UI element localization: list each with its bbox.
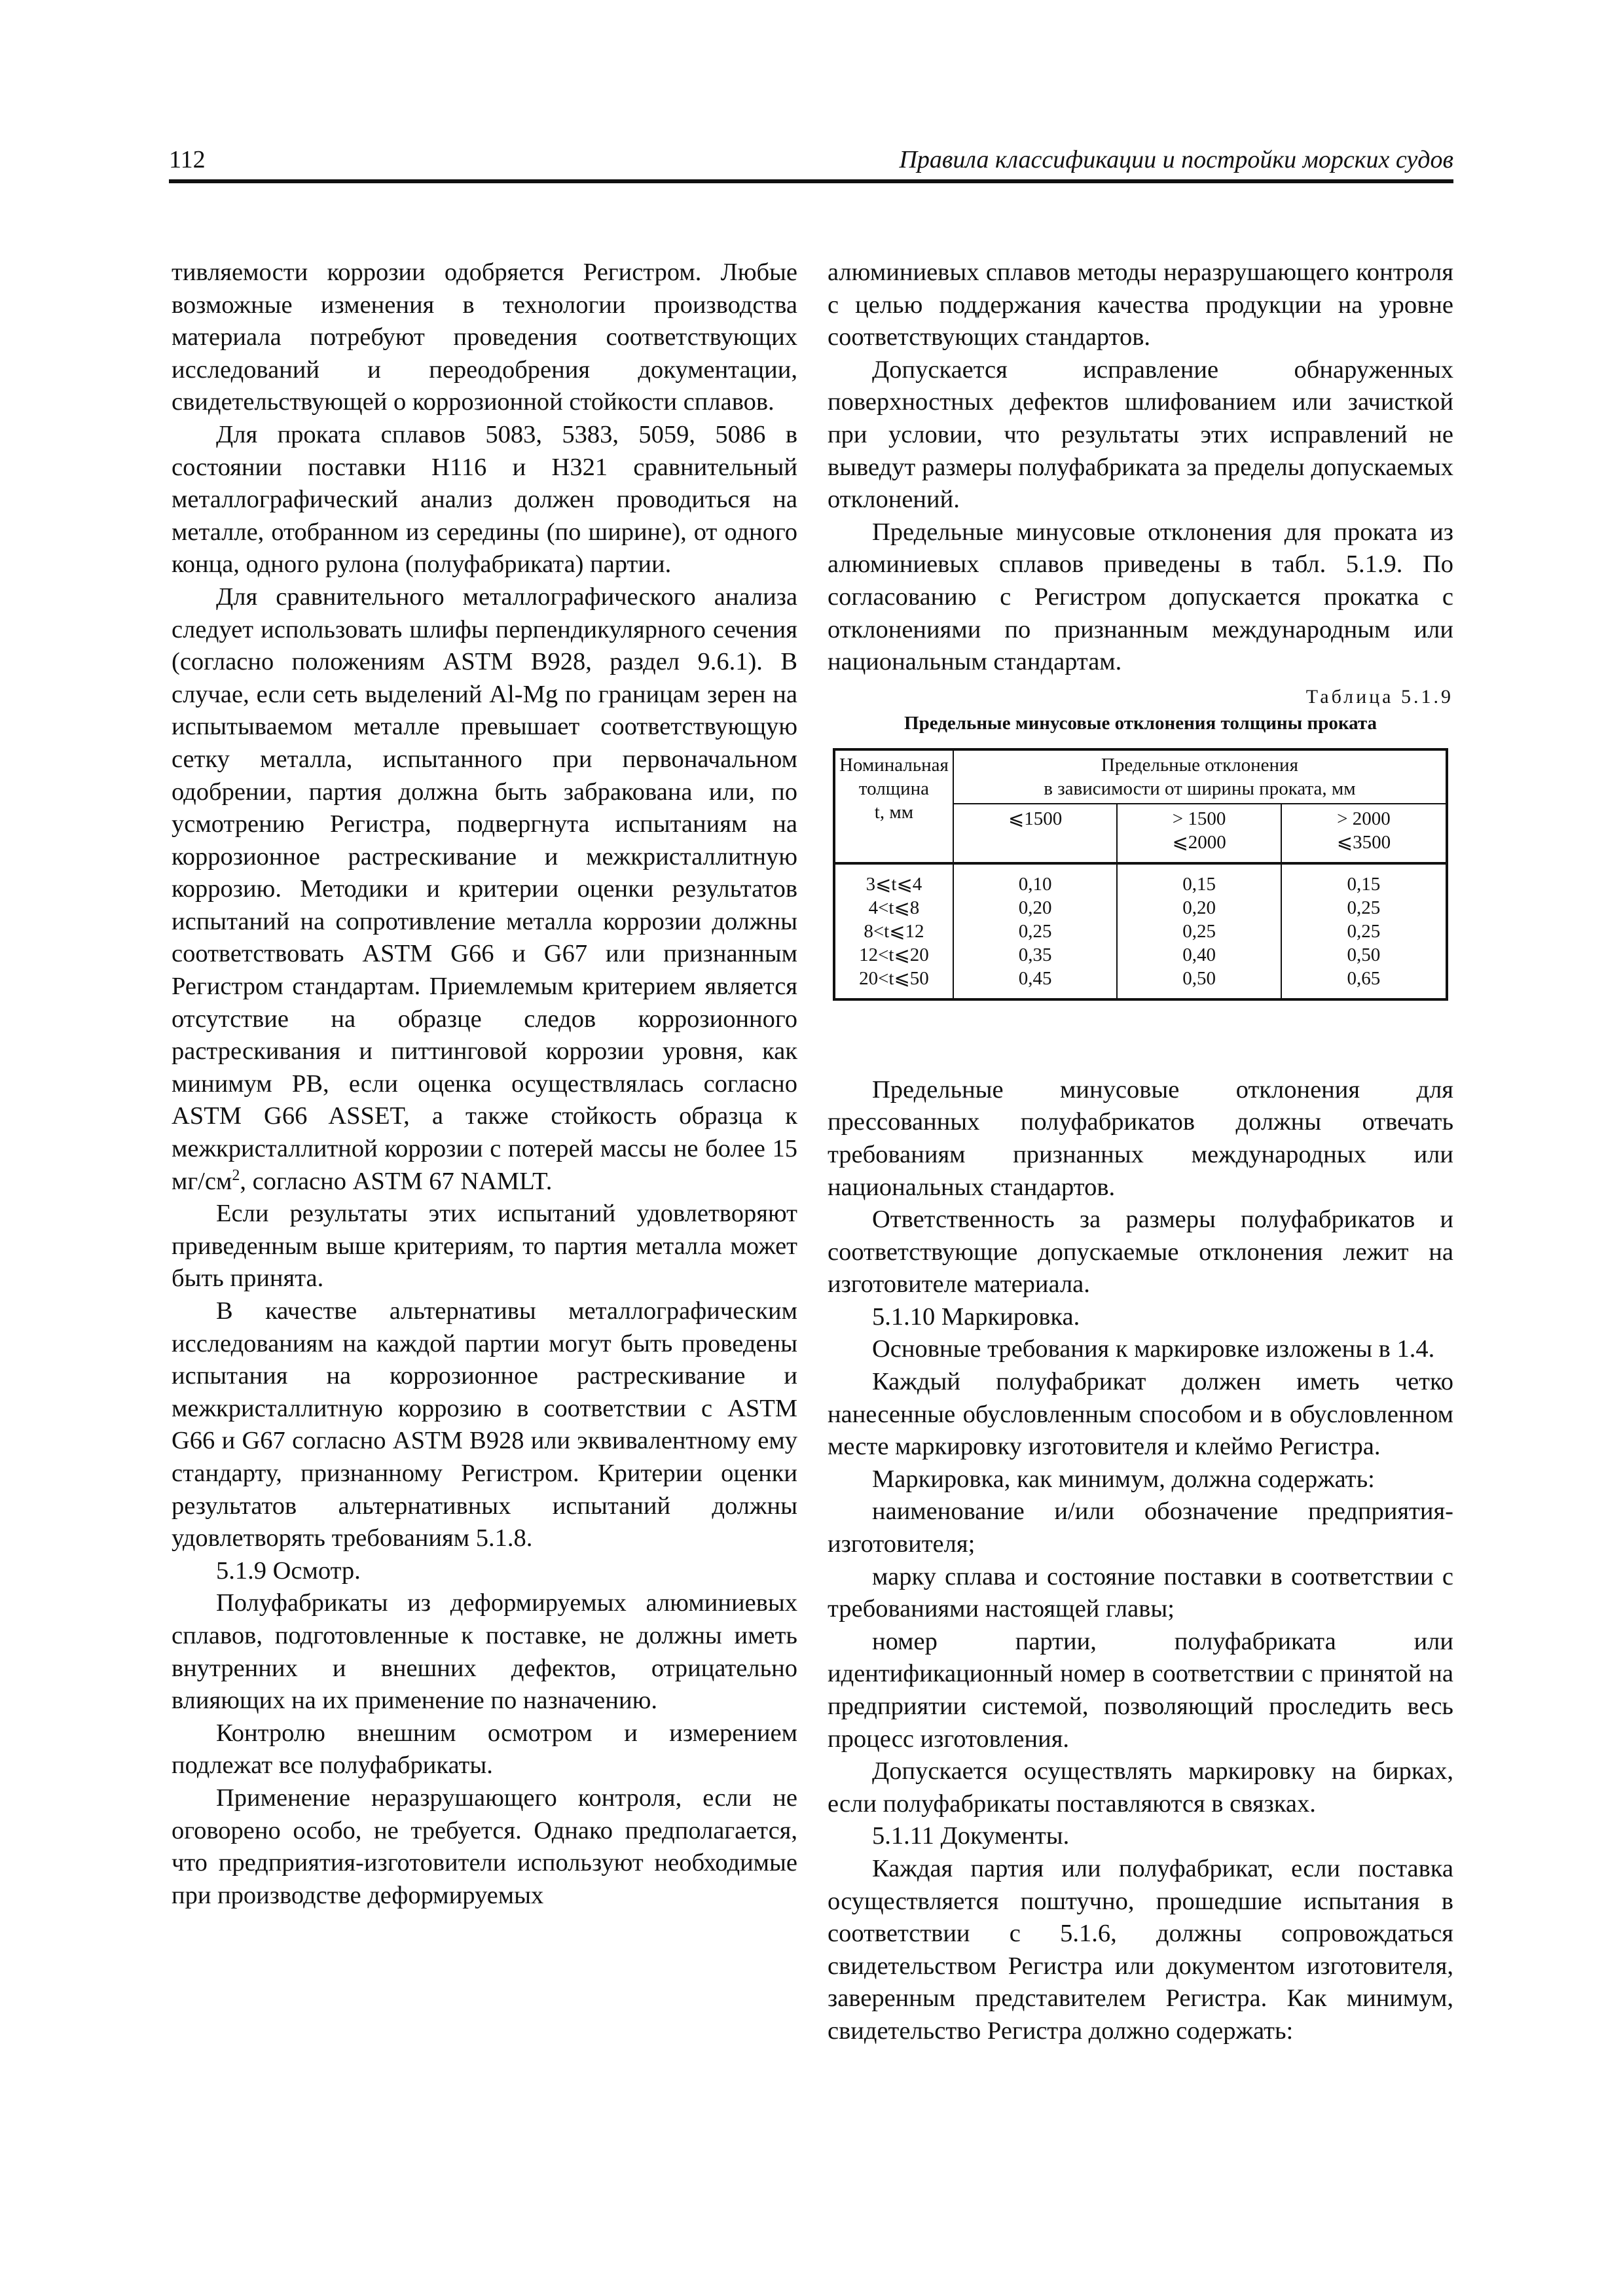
table-cell-thickness: 3⩽t⩽4 4<t⩽8 8<t⩽12 12<t⩽20 20<t⩽50 [834,863,953,999]
table-header-col3: > 2000 ⩽3500 [1281,804,1447,863]
table-header-nominal: Номинальная толщина t, мм [834,749,953,863]
paragraph: Основные требования к маркировке изложены в 1.4. [872,1335,1435,1363]
paragraph [172,581,797,1198]
table-caption: Предельные минусовые отклонения толщины проката [904,712,1377,734]
page-header [169,143,1453,183]
table-header-col1: ⩽1500 [953,804,1118,863]
left-column [172,257,797,1912]
paragraph: Маркировка, как минимум, должна содержать: [872,1465,1375,1493]
paragraph: Каждая партия или полуфабрикат, если поставка осуществляется поштучно, прошедшие испытания в соответствии с 5.1.6, должны сопровождаться свидетельством Регистра или документом изготовителя, заверенным представителем Регистра. Как минимум, свидетельство Регистра должно содержать: [828,1854,1453,2045]
paragraph: В качестве альтернативы металлографическим исследованиям на каждой партии могут быть проведены испытания на коррозионное растрескивание и межкристаллитную коррозию в соответствии с ASTM G66 и G67 согласно ASTM B928 или эквивалентному ему стандарту, признанному Регистром. Критерии оценки результатов альтернативных испытаний должны удовлетворять требованиям 5.1.8. [172,1297,797,1552]
table-header-col2: > 1500 ⩽2000 [1117,804,1281,863]
paragraph: марку сплава и состояние поставки в соответствии с требованиями настоящей главы; [828,1562,1453,1623]
paragraph: Каждый полуфабрикат должен иметь четко нанесенные обусловленным способом и в обусловленном месте маркировку изготовителя и клеймо Регистра. [828,1368,1453,1461]
paragraph: Для проката сплавов 5083, 5383, 5059, 5086 в состоянии поставки H116 и H321 сравнительный металлографический анализ должен проводиться на металле, отобранном из середины (по ширине), от одного конца, одного рулона (полуфабриката) партии. [172,420,797,579]
table-cell-col2: 0,15 0,20 0,25 0,40 0,50 [1117,863,1281,999]
paragraph: Ответственность за размеры полуфабрикатов и соответствующие допускаемые отклонения лежит на изготовителе материала. [828,1206,1453,1299]
spacer [828,1001,1453,1074]
superscript: 2 [232,1166,240,1184]
section-heading-5-1-11: 5.1.11 Документы. [872,1822,1070,1850]
paragraph: Предельные минусовые отклонения для прессованных полуфабрикатов должны отвечать требованиям признанных международных или национальных стандартов. [828,1075,1453,1201]
paragraph: Допускается исправление обнаруженных поверхностных дефектов шлифованием или зачисткой при условии, что результаты этих исправлений не выведут размеры полуфабриката за пределы допускаемых отклонений. [828,355,1453,514]
running-title: Правила классификации и постройки морских судов [899,146,1453,173]
paragraph-text: Для сравнительного металлографического анализа следует использовать шлифы перпендикулярного сечения (согласно положениям ASTM B928, раздел 9.6.1). В случае, если сеть выделений Al-Mg по границам зерен на испытываемом металле превышает соответствующую сетку металла, испытанного при первоначальном одобрении, партия должна быть забракована или, по усмотрению Регистра, подвергнута испытаниям на коррозионное растрескивание и межкристаллитную коррозию. Методики и критерии оценки результатов испытаний на сопротивление металла коррозии должны соответствовать ASTM G66 и G67 или признанным Регистром стандартам. Приемлемым критерием является отсутствие на образце следов коррозионного растрескивания и питтинговой коррозии уровня, как минимум PB, если оценка осуществлялась согласно ASTM G66 ASSET, а также стойкость образца к межкристаллитной коррозии с потерей массы не более 15 мг/см [172,583,797,1195]
page-number: 112 [169,146,206,173]
section-heading-5-1-10: 5.1.10 Маркировка. [872,1302,1080,1331]
table-header-group: Предельные отклонения в зависимости от ширины проката, мм [953,749,1447,804]
paragraph: алюминиевых сплавов методы неразрушающего контроля с целью поддержания качества продукции на уровне соответствующих стандартов. [828,259,1453,351]
paragraph-text: , согласно ASTM 67 NAMLT. [240,1167,553,1195]
paragraph: наименование и/или обозначение предприятия-изготовителя; [828,1498,1453,1558]
paragraph: Допускается осуществлять маркировку на бирках, если полуфабрикаты поставляются в связках. [828,1757,1453,1818]
paragraph: номер партии, полуфабриката или идентификационный номер в соответствии с принятой на предприятии системой, позволяющий проследить весь процесс изготовления. [828,1627,1453,1753]
paragraph: Полуфабрикаты из деформируемых алюминиевых сплавов, подготовленные к поставке, не должны иметь внутренних и внешних дефектов, отрицательно влияющих на их применение по назначению. [172,1589,797,1715]
paragraph: Контролю внешним осмотром и измерением подлежат все полуфабрикаты. [172,1719,797,1780]
table-number: Таблица 5.1.9 [1305,685,1453,708]
right-column [828,257,1453,2048]
table-cell-col3: 0,15 0,25 0,25 0,50 0,65 [1281,863,1447,999]
paragraph: Предельные минусовые отклонения для проката из алюминиевых сплавов приведены в табл. 5.1.9. По согласованию с Регистром допускается прокатка с отклонениями по признанным международным или национальным стандартам. [828,518,1453,676]
paragraph: тивляемости коррозии одобряется Регистром. Любые возможные изменения в технологии производства материала потребуют проведения соответствующих исследований и переодобрения документации, свидетельствующей о коррозионной стойкости сплавов. [172,259,797,416]
deviation-table [833,748,1448,1001]
section-heading-5-1-9: 5.1.9 Осмотр. [216,1556,361,1585]
paragraph: Применение неразрушающего контроля, если не оговорено особо, не требуется. Однако предполагается, что предприятия-изготовители используют необходимые при производстве деформируемых [172,1784,797,1909]
table-cell-col1: 0,10 0,20 0,25 0,35 0,45 [953,863,1118,999]
paragraph: Если результаты этих испытаний удовлетворяют приведенным выше критериям, то партия металла может быть принята. [172,1200,797,1293]
